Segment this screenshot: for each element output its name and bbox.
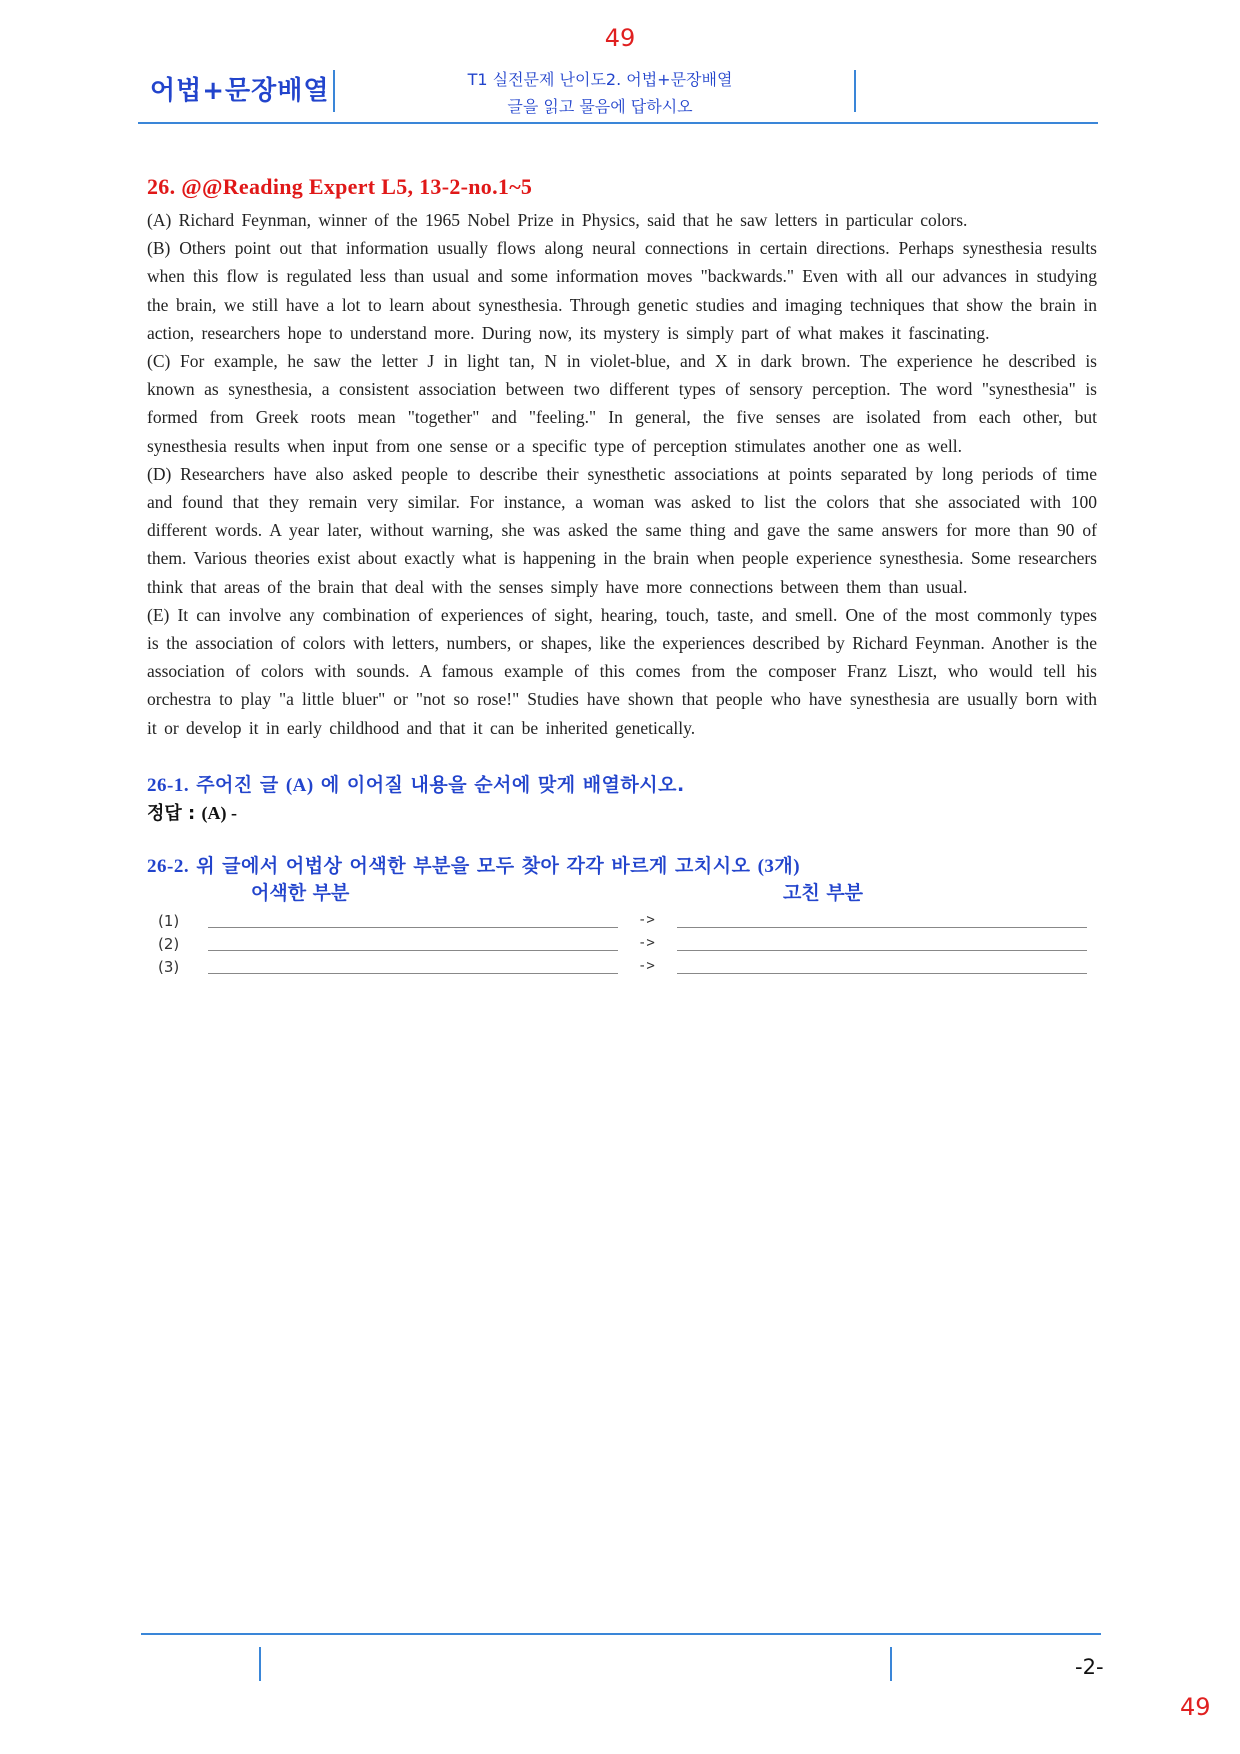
sub-question-2-number: 26-2. xyxy=(147,855,190,877)
paragraph-b: (B) Others point out that information usually flows along neural connections in certain directions. Perhaps synesthesia results when this flow is regulated less than usual and some information moves "backwards." Even with all our advances in studying the brain, we still have a lot to learn about synesthesia. Through genetic studies and imaging techniques that show the brain in action, researchers hope to understand more. During now, its mystery is simply part of what makes it fascinating. xyxy=(147,238,1097,343)
column-header-wrong: 어색한 부분 xyxy=(251,881,350,904)
sub-question-2-text-b: (3개) xyxy=(757,855,801,877)
paragraph-d: (D) Researchers have also asked people to describe their synesthetic associations at points separated by long periods of time and found that they remain very similar. For instance, a woman was asked to list the colors that she associated with 100 different words. A year later, without warning, she was asked the same thing and gave the same answers for more than 90 of them. Various theories exist about exactly what is happening in the brain when people experience synesthesia. Some researchers think that areas of the brain that deal with the senses simply have more connections between them than usual. xyxy=(147,463,1097,597)
correction-column-headers xyxy=(147,878,1097,908)
paragraph-e: (E) It can involve any combination of experiences of sight, hearing, touch, taste, and smell. One of the most commonly types is the association of colors with letters, numbers, or shapes, like the experiences described by Richard Feynman. Another is the association of colors with sounds. A famous example of this comes from the composer Franz Liszt, who would tell his orchestra to play "a little bluer" or "not so rose!" Studies have shown that people who have synesthesia are usually born with it or develop it in early childhood and that it can be inherited genetically. xyxy=(147,604,1097,738)
answer-label: 정답 : xyxy=(147,802,196,824)
sub-question-1 xyxy=(147,770,1097,797)
footer-divider-right xyxy=(890,1647,892,1681)
sub-question-1-number: 26-1. xyxy=(147,774,190,796)
paragraph-a: (A) Richard Feynman, winner of the 1965 Nobel Prize in Physics, said that he saw letters in particular colors. xyxy=(147,210,968,230)
column-header-fixed: 고친 부분 xyxy=(783,881,864,904)
paragraph-c: (C) For example, he saw the letter J in light tan, N in violet-blue, and X in dark brown. The experience he described is known as synesthesia, a consistent association between two different types of sensory perception. The word "synesthesia" is formed from Greek roots mean "together" and "feeling." In general, the five senses are isolated from each other, but synesthesia results when input from one sense or a specific type of perception stimulates another one as well. xyxy=(147,351,1097,456)
correction-row xyxy=(147,958,1097,981)
wrong-part-line[interactable] xyxy=(208,950,618,951)
correction-row-label: (3) xyxy=(158,957,180,976)
wrong-part-line[interactable] xyxy=(208,927,618,928)
correction-row xyxy=(147,935,1097,958)
header-subtitle xyxy=(340,66,860,120)
question-content xyxy=(147,174,1097,981)
wrong-part-line[interactable] xyxy=(208,973,618,974)
header-subtitle-line2: 글을 읽고 물음에 답하시오 xyxy=(507,97,693,116)
page-number-bottom: 49 xyxy=(1180,1693,1211,1721)
arrow-glyph: -> xyxy=(638,957,655,974)
fixed-part-line[interactable] xyxy=(677,927,1087,928)
correction-row-label: (1) xyxy=(158,911,180,930)
header-rule xyxy=(138,122,1098,124)
sub-question-2-text-a: 위 글에서 어법상 어색한 부분을 모두 찾아 각각 바르게 고치시오 xyxy=(196,854,751,877)
header-title: 어법+문장배열 xyxy=(150,76,330,106)
question-title: 26. @@Reading Expert L5, 13-2-no.1~5 xyxy=(147,174,533,199)
correction-row xyxy=(147,912,1097,935)
answer-line xyxy=(147,799,1097,825)
arrow-glyph: -> xyxy=(638,911,655,928)
header-divider-right xyxy=(854,70,856,112)
header-subtitle-line1: T1 실전문제 난이도2. 어법+문장배열 xyxy=(467,70,733,89)
footer-rule xyxy=(141,1633,1101,1635)
sub-question-1-text-a: 주어진 글 xyxy=(196,773,279,796)
sub-question-1-text-b: (A) xyxy=(285,774,314,796)
page-number-top: 49 xyxy=(604,24,636,52)
footer-page-label: -2- xyxy=(1075,1655,1104,1679)
sub-question-2 xyxy=(147,851,1097,878)
correction-row-label: (2) xyxy=(158,934,180,953)
fixed-part-line[interactable] xyxy=(677,950,1087,951)
arrow-glyph: -> xyxy=(638,934,655,951)
header-divider-left xyxy=(333,70,335,112)
footer-divider-left xyxy=(259,1647,261,1681)
answer-value: (A) - xyxy=(201,802,238,823)
sub-question-1-text-c: 에 이어질 내용을 순서에 맞게 배열하시오. xyxy=(320,773,685,796)
fixed-part-line[interactable] xyxy=(677,973,1087,974)
